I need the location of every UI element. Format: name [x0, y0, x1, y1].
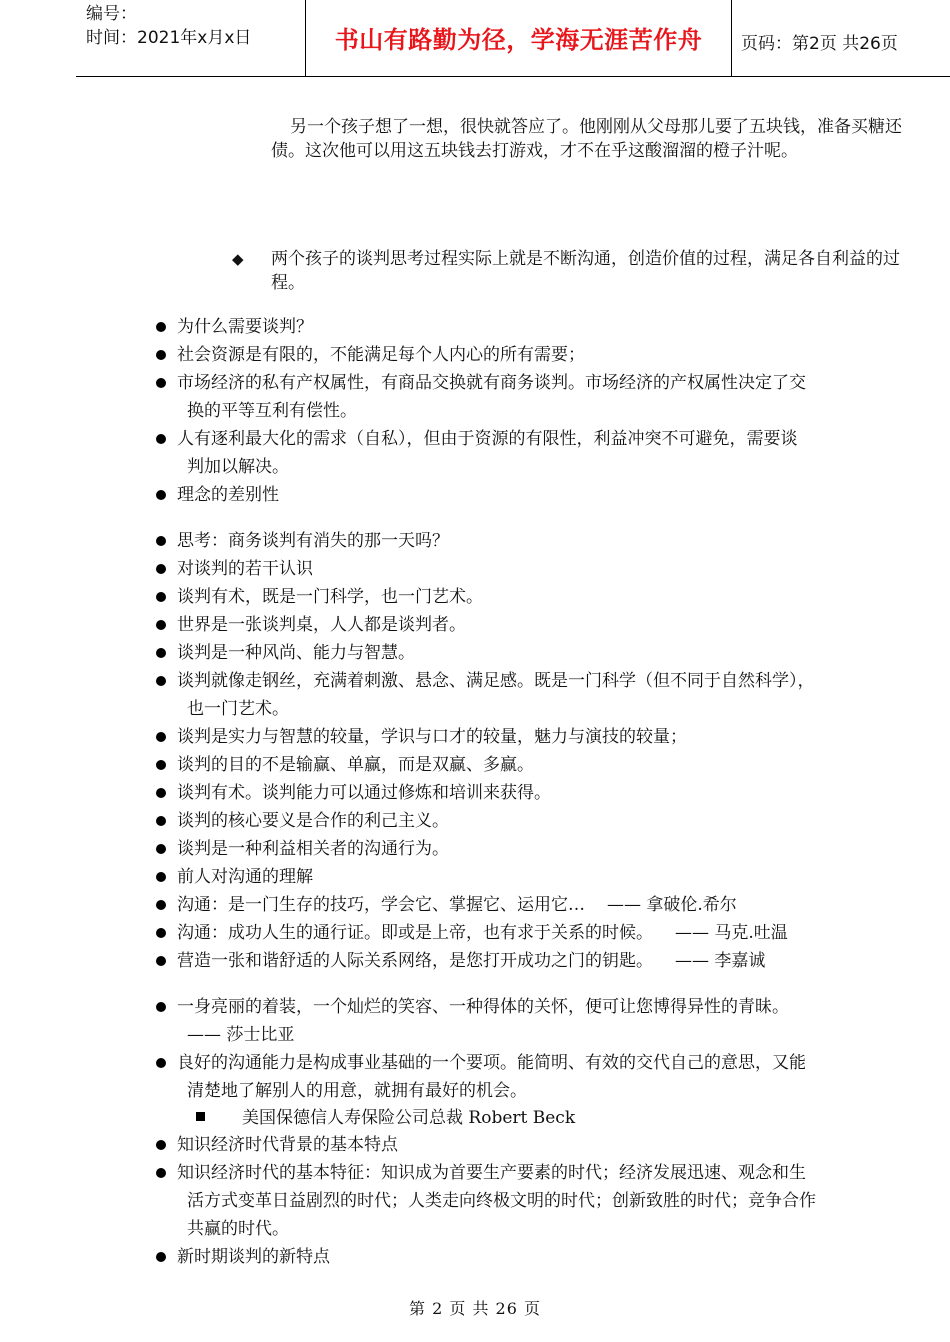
- bullet-dot-icon: [156, 490, 166, 500]
- bullet-dot-icon: [156, 322, 166, 332]
- bullet-item: [156, 555, 916, 583]
- bullet-text: 谈判的目的不是输赢、单赢，而是双赢、多赢。: [177, 755, 534, 775]
- bullet-item: [156, 341, 916, 369]
- bullet-continuation: —— 莎士比亚: [187, 1025, 295, 1045]
- bullet-dot-icon: [156, 760, 166, 770]
- bullet-text: 知识经济时代的基本特征：知识成为首要生产要素的时代；经济发展迅速、观念和生: [177, 1163, 806, 1183]
- bullet-text: 社会资源是有限的，不能满足每个人内心的所有需要；: [177, 345, 585, 365]
- bullet-text: 良好的沟通能力是构成事业基础的一个要项。能简明、有效的交代自己的意思，又能: [177, 1053, 806, 1073]
- bullet-dot-icon: [156, 676, 166, 686]
- bullet-item: [156, 313, 916, 341]
- bullet-dot-icon: [156, 378, 166, 388]
- bullet-item: [156, 1049, 916, 1105]
- bullet-text: 新时期谈判的新特点: [177, 1247, 330, 1267]
- bullet-dot-icon: [156, 1252, 166, 1262]
- bullet-dot-icon: [156, 648, 166, 658]
- bullet-item: [156, 527, 916, 555]
- bullet-item: [156, 751, 916, 779]
- sub-item-text: 美国保德信人寿保险公司总裁 Robert Beck: [242, 1108, 576, 1128]
- bullet-dot-icon: [156, 434, 166, 444]
- bullet-text: 市场经济的私有产权属性，有商品交换就有商务谈判。市场经济的产权属性决定了交: [177, 373, 806, 393]
- header-motto: 书山有路勤为径，学海无涯苦作舟: [334, 26, 703, 54]
- square-bullet-icon: [196, 1112, 205, 1121]
- bullet-item: [156, 835, 916, 863]
- bullet-dot-icon: [156, 536, 166, 546]
- page-header: [76, 0, 950, 77]
- bullet-text: 思考：商务谈判有消失的那一天吗？: [177, 531, 449, 551]
- bullet-item: [156, 1159, 916, 1243]
- bullet-text: 为什么需要谈判？: [177, 317, 313, 337]
- bullet-text: 谈判的核心要义是合作的利己主义。: [177, 811, 449, 831]
- bullet-item: [156, 639, 916, 667]
- quote-attribution: —— 李嘉诚: [675, 951, 766, 971]
- bullet-dot-icon: [156, 788, 166, 798]
- bullet-dot-icon: [156, 1058, 166, 1068]
- bullet-dot-icon: [156, 1002, 166, 1012]
- bullet-text: 一身亮丽的着装，一个灿烂的笑容、一种得体的关怀，便可让您博得异性的青昧。: [177, 997, 789, 1017]
- bullet-item: [156, 947, 916, 975]
- bullet-item: [156, 481, 916, 509]
- bullet-text: 谈判是实力与智慧的较量，学识与口才的较量，魅力与演技的较量；: [177, 727, 687, 747]
- bullet-item: [156, 667, 916, 723]
- bullet-item: [156, 1131, 916, 1159]
- bullet-continuation: 共赢的时代。: [187, 1219, 289, 1239]
- bullet-text: 沟通：是一门生存的技巧，学会它、掌握它、运用它…: [177, 895, 585, 915]
- bullet-continuation: 判加以解决。: [187, 457, 289, 477]
- bullet-dot-icon: [156, 564, 166, 574]
- diamond-bullet-text: 两个孩子的谈判思考过程实际上就是不断沟通，创造价值的过程，满足各自利益的过程。: [271, 249, 900, 293]
- header-divider: [731, 0, 732, 76]
- bullet-text: 理念的差别性: [177, 485, 279, 505]
- bullet-item: [156, 583, 916, 611]
- bullet-continuation: 换的平等互利有偿性。: [187, 401, 357, 421]
- sub-item: [156, 1105, 916, 1131]
- bullet-item: [156, 369, 916, 425]
- document-date: 时间：2021年x月x日: [86, 28, 252, 48]
- bullet-dot-icon: [156, 732, 166, 742]
- bullet-text: 知识经济时代背景的基本特点: [177, 1135, 398, 1155]
- bullet-text: 谈判有术，既是一门科学，也一门艺术。: [177, 587, 483, 607]
- bullet-item: [156, 919, 916, 947]
- bullet-dot-icon: [156, 956, 166, 966]
- quote-attribution: —— 拿破伦.希尔: [607, 895, 737, 915]
- bullet-item: [156, 993, 916, 1049]
- bullet-text: 谈判就像走钢丝，充满着刺激、悬念、满足感。既是一门科学（但不同于自然科学），: [177, 671, 815, 691]
- bullet-text: 前人对沟通的理解: [177, 867, 313, 887]
- bullet-item: [156, 807, 916, 835]
- bullet-dot-icon: [156, 900, 166, 910]
- bullet-dot-icon: [156, 928, 166, 938]
- bullet-dot-icon: [156, 816, 166, 826]
- bullet-item: [156, 1243, 916, 1271]
- bullet-text: 谈判有术。谈判能力可以通过修炼和培训来获得。: [177, 783, 551, 803]
- bullet-text: 沟通：成功人生的通行证。即或是上帝，也有求于关系的时候。: [177, 923, 653, 943]
- bullet-dot-icon: [156, 1168, 166, 1178]
- bullet-text: 对谈判的若干认识: [177, 559, 313, 579]
- bullet-text: 营造一张和谐舒适的人际关系网络，是您打开成功之门的钥匙。: [177, 951, 653, 971]
- bullet-dot-icon: [156, 844, 166, 854]
- bullet-dot-icon: [156, 1140, 166, 1150]
- bullet-dot-icon: [156, 620, 166, 630]
- bullet-continuation: 活方式变革日益剧烈的时代；人类走向终极文明的时代；创新致胜的时代；竞争合作: [187, 1191, 816, 1211]
- bullet-continuation: 清楚地了解别人的用意，就拥有最好的机会。: [187, 1081, 527, 1101]
- header-meta: [86, 2, 306, 50]
- diamond-bullet-icon: ◆: [232, 250, 244, 268]
- bullet-item: [156, 611, 916, 639]
- bullet-dot-icon: [156, 592, 166, 602]
- bullet-text: 谈判是一种利益相关者的沟通行为。: [177, 839, 449, 859]
- quote-attribution: —— 马克.吐温: [675, 923, 788, 943]
- bullet-item: [156, 891, 916, 919]
- bullet-item: [156, 425, 916, 481]
- page-footer: 第 2 页 共 26 页: [409, 1299, 541, 1318]
- spacer: [156, 509, 916, 527]
- bullet-text: 人有逐利最大化的需求（自私），但由于资源的有限性，利益冲突不可避免，需要谈: [177, 429, 798, 449]
- bullet-item: [156, 723, 916, 751]
- bullet-list: [156, 313, 916, 1271]
- bullet-text: 世界是一张谈判桌，人人都是谈判者。: [177, 615, 466, 635]
- bullet-item: [156, 779, 916, 807]
- bullet-continuation: 也一门艺术。: [187, 699, 289, 719]
- spacer: [156, 975, 916, 993]
- bullet-dot-icon: [156, 872, 166, 882]
- document-number-label: 编号：: [86, 4, 137, 24]
- bullet-dot-icon: [156, 350, 166, 360]
- bullet-item: [156, 863, 916, 891]
- bullet-text: 谈判是一种风尚、能力与智慧。: [177, 643, 415, 663]
- intro-paragraph: 另一个孩子想了一想，很快就答应了。他刚刚从父母那儿要了五块钱，准备买糖还债。这次他可以用这五块钱去打游戏，才不在乎这酸溜溜的橙子汁呢。: [271, 117, 902, 161]
- header-page-number: 页码：第2页 共26页: [741, 34, 898, 54]
